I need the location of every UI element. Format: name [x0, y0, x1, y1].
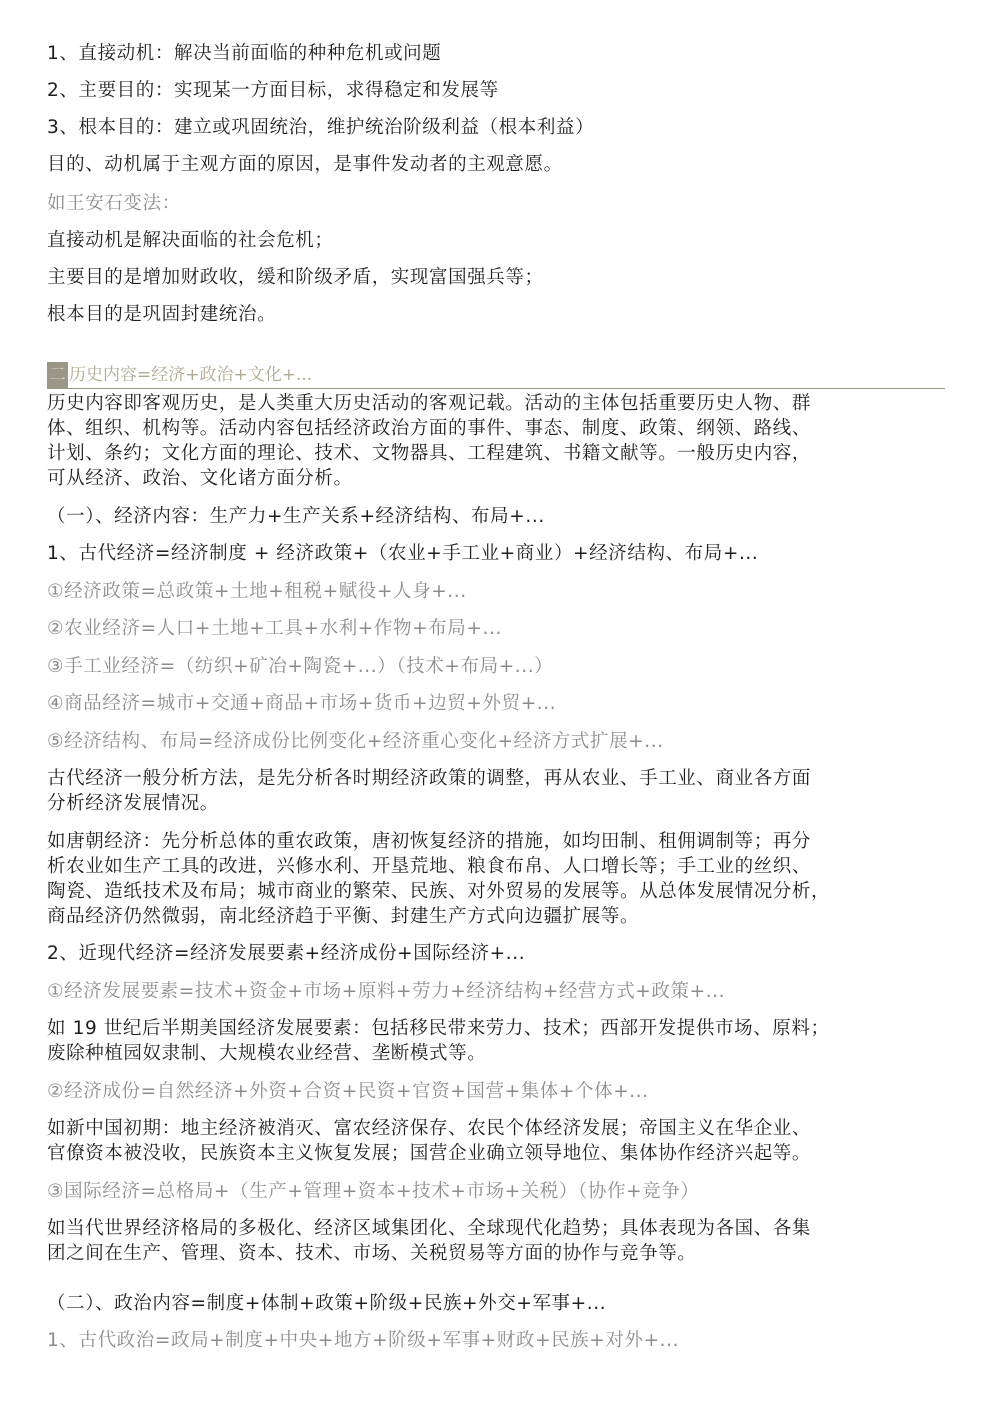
- section-heading-text: 历史内容=经济+政治+文化+...: [69, 365, 313, 385]
- modern-economy-heading: 2、近现代经济=经济发展要素+经济成份+国际经济+...: [47, 943, 526, 964]
- ancient-economy-item-1: ①经济政策=总政策+土地+租税+赋役+人身+...: [47, 581, 467, 602]
- ancient-economy-heading: 1、古代经济=经济制度 + 经济政策+（农业+手工业+商业）+经济结构、布局+...: [47, 543, 759, 564]
- modern-economy-item-2: ②经济成份=自然经济+外资+合资+民资+官资+国营+集体+个体+...: [47, 1081, 649, 1102]
- world-paragraph-line-2: 团之间在生产、管理、资本、技术、市场、关税贸易等方面的协作与竞争等。: [47, 1243, 697, 1264]
- modern-economy-item-1: ①经济发展要素=技术+资金+市场+原料+劳力+经济结构+经营方式+政策+...: [47, 981, 726, 1002]
- ancient-economy-item-5: ⑤经济结构、布局=经济成份比例变化+经济重心变化+经济方式扩展+...: [47, 731, 664, 752]
- tang-paragraph-line-2: 析农业如生产工具的改进，兴修水利、开垦荒地、粮食布帛、人口增长等；手工业的丝织、: [47, 856, 812, 877]
- method-paragraph-line-1: 古代经济一般分析方法，是先分析各时期经济政策的调整，再从农业、手工业、商业各方面: [47, 768, 812, 789]
- tang-paragraph-line-1: 如唐朝经济：先分析总体的重农政策，唐初恢复经济的措施，如均田制、租佣调制等；再分: [47, 831, 812, 852]
- ancient-economy-item-3: ③手工业经济=（纺织+矿冶+陶瓷+...）（技术+布局+...）: [47, 656, 554, 677]
- tang-paragraph-line-3: 陶瓷、造纸技术及布局；城市商业的繁荣、民族、对外贸易的发展等。从总体发展情况分析，: [47, 881, 831, 902]
- ancient-politics-heading: 1、古代政治=政局+制度+中央+地方+阶级+军事+财政+民族+对外+...: [47, 1330, 680, 1351]
- example-line-1: 直接动机是解决面临的社会危机；: [47, 230, 334, 251]
- modern-economy-item-3: ③国际经济=总格局+（生产+管理+资本+技术+市场+关税）（协作+竞争）: [47, 1181, 700, 1202]
- us-paragraph-line-1: 如 19 世纪后半期美国经济发展要素：包括移民带来劳力、技术；西部开发提供市场、原料；: [47, 1018, 830, 1039]
- tang-paragraph-line-4: 商品经济仍然微弱，南北经济趋于平衡、封建生产方式向边疆扩展等。: [47, 906, 640, 927]
- intro-paragraph-line-1: 历史内容即客观历史，是人类重大历史活动的客观记载。活动的主体包括重要历史人物、群: [47, 393, 812, 414]
- section-heading: [47, 362, 945, 389]
- example-line-2: 主要目的是增加财政收，缓和阶级矛盾，实现富国强兵等；: [47, 267, 544, 288]
- example-line-3: 根本目的是巩固封建统治。: [47, 304, 277, 325]
- us-paragraph-line-2: 废除种植园奴隶制、大规模农业经营、垄断模式等。: [47, 1043, 487, 1064]
- intro-paragraph-line-2: 体、组织、机构等。活动内容包括经济政治方面的事件、事态、制度、政策、纲领、路线、: [47, 418, 812, 439]
- example-label: 如王安石变法：: [47, 193, 181, 214]
- ancient-economy-item-2: ②农业经济=人口+土地+工具+水利+作物+布局+...: [47, 618, 502, 639]
- politics-subheading: （二）、政治内容=制度+体制+政策+阶级+民族+外交+军事+...: [47, 1293, 607, 1314]
- intro-line-2: 2、主要目的：实现某一方面目标，求得稳定和发展等: [47, 80, 499, 101]
- ancient-economy-item-4: ④商品经济=城市+交通+商品+市场+货币+边贸+外贸+...: [47, 693, 557, 714]
- intro-line-1: 1、直接动机：解决当前面临的种种危机或问题: [47, 43, 442, 64]
- world-paragraph-line-1: 如当代世界经济格局的多极化、经济区域集团化、全球现代化趋势；具体表现为各国、各集: [47, 1218, 812, 1239]
- method-paragraph-line-2: 分析经济发展情况。: [47, 793, 219, 814]
- economy-subheading: （一）、经济内容：生产力+生产关系+经济结构、布局+...: [47, 506, 545, 527]
- intro-line-4: 目的、动机属于主观方面的原因，是事件发动者的主观意愿。: [47, 154, 563, 175]
- prc-paragraph-line-1: 如新中国初期：地主经济被消灭、富农经济保存、农民个体经济发展；帝国主义在华企业、: [47, 1118, 812, 1139]
- intro-line-3: 3、根本目的：建立或巩固统治，维护统治阶级利益（根本利益）: [47, 117, 595, 138]
- intro-paragraph-line-4: 可从经济、政治、文化诸方面分析。: [47, 468, 353, 489]
- section-number: 二: [47, 362, 68, 388]
- intro-paragraph-line-3: 计划、条约；文化方面的理论、技术、文物器具、工程建筑、书籍文献等。一般历史内容，: [47, 443, 812, 464]
- prc-paragraph-line-2: 官僚资本被没收，民族资本主义恢复发展；国营企业确立领导地位、集体协作经济兴起等。: [47, 1143, 812, 1164]
